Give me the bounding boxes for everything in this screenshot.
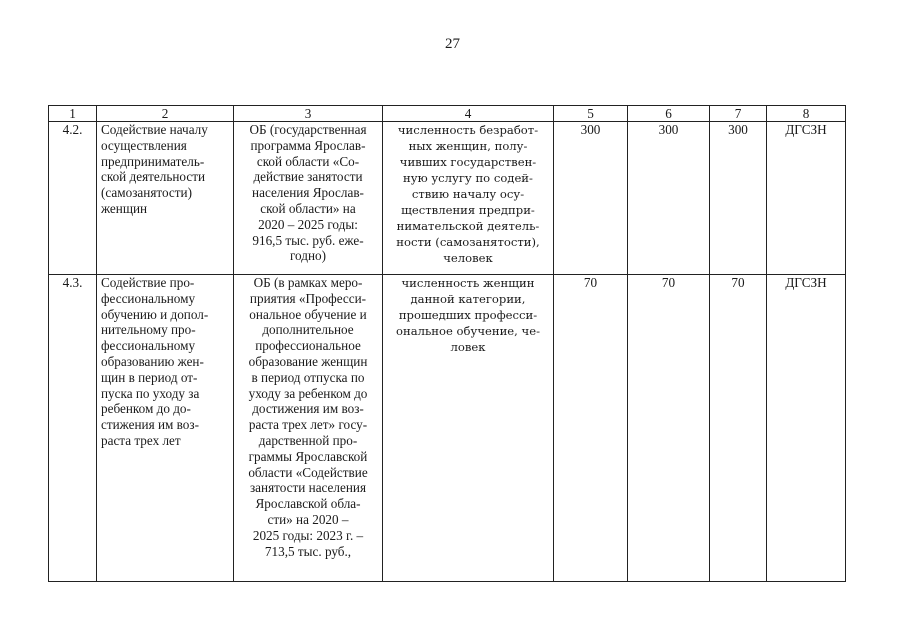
header-cell: 7 [710,106,767,122]
program-table [48,105,846,582]
header-cell: 4 [383,106,554,122]
executor-cell: ДГСЗН [767,275,846,582]
header-cell: 3 [234,106,383,122]
value-col6: 70 [628,275,710,582]
header-cell: 8 [767,106,846,122]
page-number: 27 [445,36,460,52]
executor-cell: ДГСЗН [767,122,846,275]
funding-cell: ОБ (государственная программа Ярослав- ской области «Со- действие занятости населения Ярослав- ской области» на 2020 – 2025 годы: 916,5 тыс. руб. еже- годно) [234,122,383,275]
header-row [49,106,846,122]
header-cell: 1 [49,106,97,122]
value-col7: 70 [710,275,767,582]
table-row [49,122,846,275]
value-col5: 300 [554,122,628,275]
row-number: 4.2. [49,122,97,275]
indicator-cell: численность женщин данной категории, прошедших професси- ональное обучение, че- ловек [383,275,554,582]
row-number: 4.3. [49,275,97,582]
funding-cell: ОБ (в рамках меро- приятия «Професси- ональное обучение и дополнительное профессиональное образование женщин в период отпуска по уходу за ребенком до достижения им воз- раста трех лет» госу- дарственной про- граммы Ярославской области «Содействие занятости населения Ярославской обла- сти» на 2020 – 2025 годы: 2023 г. – 713,5 тыс. руб., [234,275,383,582]
value-col7: 300 [710,122,767,275]
value-col6: 300 [628,122,710,275]
indicator-cell: численность безработ- ных женщин, полу- чивших государствен- ную услугу по содей- ствию началу осу- ществления предпри- нимательской деятель- ности (самозанятости), человек [383,122,554,275]
header-cell: 2 [97,106,234,122]
activity-cell: Содействие началу осуществления предприниматель- ской деятельности (самозанятости) женщин [97,122,234,275]
activity-cell: Содействие про- фессиональному обучению и допол- нительному про- фессиональному образованию жен- щин в период от- пуска по уходу за ребенком до до- стижения им воз- раста трех лет [97,275,234,582]
table-row [49,275,846,582]
header-cell: 5 [554,106,628,122]
value-col5: 70 [554,275,628,582]
header-cell: 6 [628,106,710,122]
